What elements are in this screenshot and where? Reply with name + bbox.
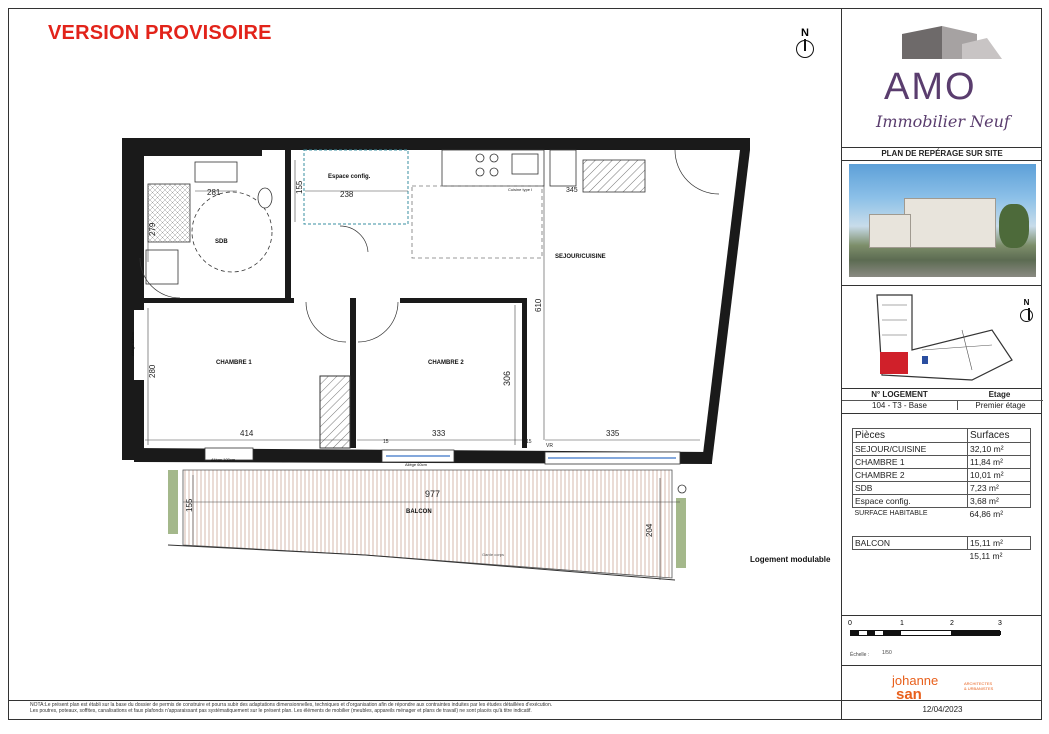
room-area: 7,23 m² — [968, 482, 1031, 495]
scale-tick-2: 2 — [950, 620, 954, 627]
label-allege-3: Allège 100cm — [130, 331, 135, 356]
wall-bedroom-divider — [350, 298, 356, 448]
room-name: SDB — [853, 482, 968, 495]
room-espace-config: Espace config. — [328, 174, 371, 180]
footer-note-line1: NOTA:Le présent plan est établi sur la base du dossier de permis de construire et pourra subir des adaptations dimensionnelles, techniques et d'organisation afin de répondre aux contraintes induites par les études détaillées d'exécution. — [30, 702, 553, 708]
location-highlight — [880, 352, 908, 374]
scale-tick-1: 1 — [900, 620, 904, 627]
divider-5 — [842, 665, 1042, 666]
door-config-swing — [340, 226, 368, 252]
dim-204: 204 — [645, 523, 654, 537]
wall-west-lower — [122, 380, 144, 460]
map-north-indicator — [1020, 297, 1033, 322]
wall-bedrooms-top-1 — [144, 298, 294, 303]
architect-sub-1: ARCHITECTES — [964, 681, 993, 686]
footer-divider — [8, 700, 841, 701]
room-area: 11,84 m² — [968, 456, 1031, 469]
dim-414: 414 — [240, 429, 254, 438]
logo-main-text: AMO — [884, 66, 977, 108]
dim-279: 279 — [148, 222, 157, 236]
room-chambre1: CHAMBRE 1 — [216, 360, 252, 366]
logement-label: N° LOGEMENT — [871, 390, 928, 399]
divider-4 — [842, 615, 1042, 616]
etage-value: Premier étage — [957, 400, 1043, 410]
wall-north — [122, 138, 750, 150]
door-chambre2-swing — [358, 302, 398, 342]
room-sejour-cuisine: SEJOUR/CUISINE — [555, 254, 606, 260]
label-cuisine-type: Cuisine type I — [508, 187, 533, 192]
room-area: 10,01 m² — [968, 469, 1031, 482]
wall-sdb-east — [285, 150, 291, 300]
kitchen-sink — [512, 154, 538, 174]
header-surfaces: Surfaces — [968, 429, 1031, 443]
wall-west-upper — [122, 150, 144, 310]
architect-sub-2: & URBANISTES — [964, 686, 994, 691]
wall-east — [702, 150, 750, 462]
washing-machine — [146, 250, 178, 284]
divider-6 — [842, 700, 1042, 701]
room-chambre2: CHAMBRE 2 — [428, 360, 464, 366]
table-row — [853, 495, 1031, 508]
door-chambre1-swing — [306, 302, 346, 342]
map-north-letter: N — [1023, 298, 1030, 307]
balcon-value: 15,11 m² — [968, 537, 1031, 550]
cabinet-small — [550, 150, 576, 186]
room-balcon: BALCON — [406, 509, 432, 515]
dim-977: 977 — [425, 489, 441, 499]
logement-block — [842, 390, 1042, 412]
location-map — [872, 290, 1022, 385]
door-entry-swing — [675, 150, 719, 194]
table-row — [853, 443, 1031, 456]
dim-335: 335 — [606, 429, 620, 438]
wall-bedrooms-top-2 — [400, 298, 525, 303]
title-block — [841, 8, 1042, 720]
divider-1 — [842, 285, 1042, 286]
label-garde-corps: Garde corps — [482, 552, 505, 557]
version-label: VERSION PROVISOIRE — [48, 22, 272, 44]
north-letter: N — [801, 27, 809, 39]
footer-note-line2: Les poutres, poteaux, soffites, canalisations et faux plafonds n'apparaissant pas systématiquement sur le présent plan. Les éléments de mobilier (meubles, appareils ménager et plans de travail) ne sont placés qu'à titre indicatif. — [30, 708, 532, 714]
toilet — [258, 188, 272, 208]
dim-610: 610 — [534, 298, 543, 312]
wall-bedroom2-east — [522, 298, 527, 448]
surface-habitable-value: 64,86 m² — [969, 509, 1004, 519]
room-name: SEJOUR/CUISINE — [853, 443, 968, 456]
amo-logo — [862, 14, 1027, 144]
scale-tick-3: 3 — [998, 620, 1002, 627]
room-area: 3,68 m² — [968, 495, 1031, 508]
table-row — [853, 482, 1031, 495]
scale-graduation — [850, 630, 1000, 636]
label-allege-1: Allège 100cm — [211, 457, 236, 462]
logement-value: 104 - T3 - Base — [842, 400, 957, 410]
architect-subtitle — [964, 681, 1024, 691]
cabinet-east — [583, 160, 645, 192]
surfaces-table — [852, 428, 1031, 520]
site-photo — [849, 164, 1036, 277]
dim-155a: 155 — [295, 180, 304, 194]
location-marker — [922, 356, 928, 364]
table-row — [853, 537, 1031, 550]
room-name: Espace config. — [853, 495, 968, 508]
room-name: CHAMBRE 2 — [853, 469, 968, 482]
echelle-value: 1/50 — [882, 650, 892, 656]
balcon-table — [852, 536, 1031, 562]
surface-habitable-label: SURFACE HABITABLE — [854, 510, 928, 517]
dim-306: 306 — [502, 370, 512, 386]
scale-tick-0: 0 — [848, 620, 852, 627]
exterior-blank — [853, 550, 968, 563]
dim-280: 280 — [148, 364, 157, 378]
balcony-planter-left — [168, 470, 178, 534]
plan-date: 12/04/2023 — [922, 705, 963, 714]
washbasin — [195, 162, 237, 182]
logo-sub-text: Immobilier Neuf — [876, 112, 1010, 131]
dim-238: 238 — [340, 190, 354, 199]
room-sdb: SDB — [215, 239, 228, 245]
architect-name-2: san — [896, 686, 922, 703]
plan-reperage-title: PLAN DE REPÉRAGE SUR SITE — [842, 147, 1042, 161]
balcony-deck — [183, 470, 672, 578]
logement-modulable: Logement modulable — [750, 555, 831, 564]
dim-281: 281 — [207, 188, 221, 197]
divider-2 — [842, 388, 1042, 389]
table-row — [853, 550, 1031, 563]
map-north-arrow-icon — [1020, 309, 1033, 322]
dim-333: 333 — [432, 429, 446, 438]
photo-building-2 — [869, 214, 911, 248]
espace-config — [304, 150, 408, 224]
closet — [320, 376, 350, 448]
footer-note — [30, 702, 830, 714]
surface-habitable-row — [853, 508, 1031, 521]
dim-15b: 15 — [526, 439, 532, 445]
etage-label: Etage — [988, 390, 1011, 399]
divider-3 — [842, 413, 1042, 414]
dim-155b: 155 — [185, 498, 194, 512]
exterior-total: 15,11 m² — [969, 551, 1003, 561]
table-row — [853, 456, 1031, 469]
architect-name-1: johanne — [892, 673, 939, 688]
balcon-label: BALCON — [853, 537, 968, 550]
dim-15a: 15 — [383, 439, 389, 445]
table-row — [853, 469, 1031, 482]
drain-icon — [678, 485, 686, 493]
fridge-zone — [412, 186, 542, 258]
room-area: 32,10 m² — [968, 443, 1031, 456]
echelle-label: Échelle : — [850, 652, 870, 658]
photo-building — [904, 198, 996, 248]
photo-tree — [999, 204, 1029, 248]
label-allege-2: Allège 60cm — [405, 462, 428, 467]
room-name: CHAMBRE 1 — [853, 456, 968, 469]
header-pieces: Pièces — [853, 429, 968, 443]
balcony-planter-right — [676, 498, 686, 568]
wall-sdb-top — [144, 150, 262, 156]
dim-345: 345 — [566, 187, 578, 194]
table-header — [853, 429, 1031, 443]
label-vr: VR — [546, 443, 553, 449]
architect-logo — [892, 673, 994, 703]
